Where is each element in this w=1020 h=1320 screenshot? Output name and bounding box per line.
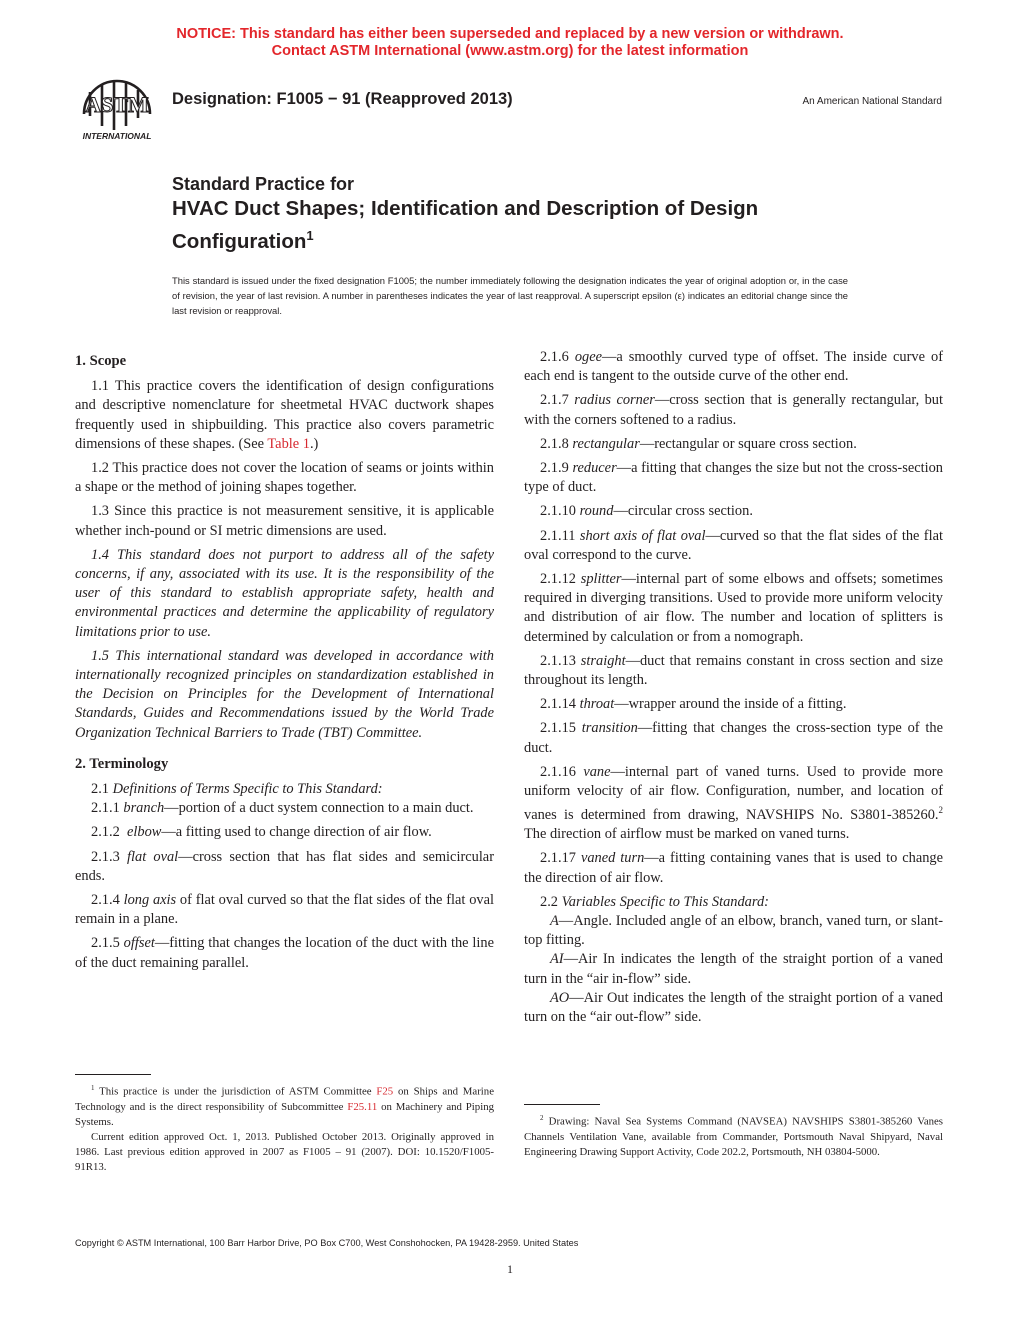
para-1-5 [75,647,494,743]
term-branch [75,799,494,818]
term-num: 2.1.8 [540,435,569,452]
para-2-2-num: 2.2 [540,893,558,910]
term-word: long axis [123,892,177,909]
subcommittee-f25-11-link[interactable]: F25.11 [347,1100,378,1113]
term-splitter [524,570,943,647]
footnote-2-body: Drawing: Naval Sea Systems Command (NAVSEA) NAVSHIPS S3801-385260 Vanes Channels Ventilation Vane, available from Commander, Portsmouth Naval Shipyard, Naval Engineering Drawing Support Activity, Code 202.2, Portsmouth, NH 03804-5000. [524,1115,944,1158]
term-def: —fitting that changes the cross-section type of the duct. [524,720,943,756]
term-word: round [579,503,614,520]
section-heading-scope: 1. Scope [75,353,127,369]
term-def: —curved so that the flat sides of the flat oval correspond to the curve. [524,527,943,563]
title-pre: Standard Practice for [172,174,355,194]
section-heading-terminology: 2. Terminology [75,755,169,772]
para-1-2: 1.2 This practice does not cover the location of seams or joints within a shape or the method of joining shapes together. [75,460,494,496]
page-number: 1 [507,1262,513,1276]
footnote-1-part-a: This practice is under the jurisdiction of ASTM Committee [99,1085,377,1098]
variable-def: —Angle. Included angle of an elbow, branch, vaned turn, or slant-top fitting. [524,913,943,949]
term-reducer [524,459,943,497]
para-1-1-text: 1.1 This practice covers the identification of design configurations and descriptive nomenclature for sheetmetal HVAC ductwork shapes frequently used in shipbuilding. This practice also covers parametric dimensions of these shapes. (See [75,378,494,452]
term-num: 2.1.1 [91,800,120,817]
para-2-1-heading: Definitions of Terms Specific to This Standard: [112,781,383,798]
term-word: reducer [572,460,617,477]
term-word: ogee [574,349,602,365]
term-num: 2.1.9 [540,460,569,477]
designation: Designation: F1005 − 91 (Reapproved 2013) [172,90,513,108]
title-main-text: HVAC Duct Shapes; Identification and Description of Design Configuration [172,197,759,253]
term-def: —rectangular or square cross section. [639,435,857,452]
para-1-5-text: 1.5 This international standard was developed in accordance with internationally recognized principles on standardization established in the Decision on Principles for the Development of International Standards, Guides and Recommendations issued by the World Trade Organization Technical Barriers to Trade (TBT) Committee. [75,647,494,741]
term-vane [524,763,943,845]
term-word: splitter [580,571,622,588]
term-def: —cross section that has flat sides and semicircular ends. [75,848,494,884]
term-num: 2.1.11 [540,527,576,544]
logo-text: ASTM [85,92,149,117]
term-def: —a smoothly curved type of offset. The inside curve of each end is tangent to the outside curve of the other end. [524,349,943,385]
term-def: —duct that remains constant in cross section and size throughout its length. [524,652,943,689]
term-def: —portion of a duct system connection to a main duct. [164,800,474,817]
footnote-divider-left [75,1074,151,1075]
variable-ao [524,989,943,1027]
term-def: —fitting that changes the location of the duct with the line of the duct remaining parallel. [75,935,494,971]
term-word: transition [581,720,638,737]
term-word: short axis of flat oval [579,527,706,544]
term-num: 2.1.4 [91,892,120,909]
term-num: 2.1.6 [540,349,569,365]
term-num: 2.1.7 [540,392,569,409]
footnote-2-text [524,1111,943,1160]
term-word: vane [583,763,611,780]
term-long-axis [75,891,494,929]
term-num: 2.1.3 [91,848,120,865]
term-transition [524,719,943,757]
term-def: —a fitting used to change direction of air flow. [161,824,432,841]
term-word: radius corner [574,392,655,409]
term-num: 2.1.17 [540,850,576,867]
right-column [524,348,943,1027]
para-2-1 [75,780,494,799]
table-1-link[interactable]: Table 1 [267,435,310,452]
issued-note: This standard is issued under the fixed designation F1005; the number immediately following the designation indicates the year of original adoption or, in the case of revision, the year of last revision. A number in parentheses indicates the year of last reapproval. A superscript epsilon (ε) indicates an editorial change since the last revision or reapproval. [172,275,848,316]
page-title [172,195,872,255]
national-standard-label: An American National Standard [802,96,942,107]
term-num: 2.1.10 [540,503,576,520]
para-2-1-num: 2.1 [91,781,109,798]
logo-subtext: INTERNATIONAL [82,131,152,141]
footnote-divider-right [524,1104,600,1105]
astm-logo-icon [72,70,162,144]
term-offset [75,934,494,972]
term-def: —internal part of vaned turns. Used to provide more uniform velocity of air flow. Configuration, number, and location of vanes is determined from drawing, NAVSHIPS No. S3801-385260. [524,763,943,824]
term-elbow [75,823,494,842]
footnote-1-edition: Current edition approved Oct. 1, 2013. Published October 2013. Originally approved in 1986. Last previous edition approved in 2007 as F1005 – 91 (2007). DOI: 10.1520/F1005-91R13. [75,1130,494,1173]
term-def: —wrapper around the inside of a fitting. [614,696,847,713]
footnote-2 [524,1111,943,1160]
astm-logo [72,70,162,144]
footnote-2-marker: 2 [540,1114,544,1122]
term-round [524,502,943,521]
term-word: flat oval [127,848,179,865]
term-vaned-turn [524,849,943,887]
term-word: rectangular [572,435,640,452]
para-1-4-text: 1.4 This standard does not purport to address all of the safety concerns, if any, associated with its use. It is the responsibility of the user of this standard to establish appropriate safety, health and environmental practices and determine the applicability of regulatory limitations prior to use. [75,546,494,640]
term-short-axis [524,527,943,565]
left-column [75,348,494,978]
notice-line-1: NOTICE: This standard has either been superseded and replaced by a new version or withdrawn. [176,26,844,42]
para-1-1 [75,377,494,454]
term-def: —a fitting that changes the size but not the cross-section type of duct. [524,460,943,496]
footnote-1-text [75,1081,494,1130]
variable-def: —Air Out indicates the length of the straight portion of a vaned turn on the “air out-flow” side. [524,989,943,1026]
variable-symbol: AI [550,951,564,968]
para-2-2-heading: Variables Specific to This Standard: [561,893,769,910]
para-1-3: 1.3 Since this practice is not measurement sensitive, it is applicable whether inch-pound or SI metric dimensions are used. [75,503,494,539]
term-straight [524,652,943,690]
variable-symbol: AO [550,989,570,1006]
para-1-4 [75,546,494,642]
term-word: branch [123,800,165,817]
term-num: 2.1.5 [91,935,120,952]
variable-a [524,912,943,950]
term-word: throat [579,696,615,713]
term-def-end: The direction of airflow must be marked on vaned turns. [524,826,850,843]
variable-def: —Air In indicates the length of the straight portion of a vaned turn in the “air in-flow” side. [524,951,943,987]
term-def: —a fitting containing vanes that is used to change the direction of air flow. [524,850,943,886]
para-2-2 [524,893,943,912]
notice-line-2: Contact ASTM International (www.astm.org) for the latest information [271,43,749,59]
footnote-ref-2: 2 [938,805,943,816]
term-def: —internal part of some elbows and offsets; sometimes required in diverging transitions. Used to provide more uniform velocity and distribution of air flow. The number and location of splitters is determined by calculation or from a nomograph. [524,571,943,645]
variable-symbol: A [550,913,559,930]
term-num: 2.1.16 [540,763,576,780]
term-def: of flat oval curved so that the flat sides of the flat oval remain in a plane. [75,892,494,928]
withdrawn-notice [0,26,1020,60]
term-num: 2.1.13 [540,652,576,669]
copyright-line: Copyright © ASTM International, 100 Barr Harbor Drive, PO Box C700, West Conshohocken, PA 19428-2959. United States [75,1238,579,1248]
term-word: vaned turn [580,850,645,867]
term-num: 2.1.12 [540,571,576,588]
term-def: —circular cross section. [613,503,753,520]
term-word: elbow [126,824,162,841]
term-ogee [524,348,943,386]
title-block [172,173,872,255]
footnote-1-marker: 1 [91,1084,95,1092]
footnote-1-part-c: on Machinery and Piping Systems. [75,1100,494,1128]
term-num: 2.1.14 [540,696,576,713]
footnote-1 [75,1081,494,1175]
term-throat [524,695,943,714]
title-footnote-ref: 1 [306,228,314,243]
variable-ai [524,950,943,988]
term-flat-oval [75,848,494,886]
term-def: —cross section that is generally rectangular, but with the corners softened to a radius. [524,392,943,428]
term-word: offset [123,935,155,952]
term-rectangular [524,435,943,454]
term-radius-corner [524,391,943,429]
footnote-1-part-b: on Ships and Marine Technology and is the direct responsibility of Subcommittee [75,1085,494,1113]
term-num: 2.1.2 [91,824,120,841]
term-num: 2.1.15 [540,720,576,737]
term-word: straight [580,652,626,669]
para-1-1-end: .) [309,435,319,452]
committee-f25-link[interactable]: F25 [376,1085,394,1098]
